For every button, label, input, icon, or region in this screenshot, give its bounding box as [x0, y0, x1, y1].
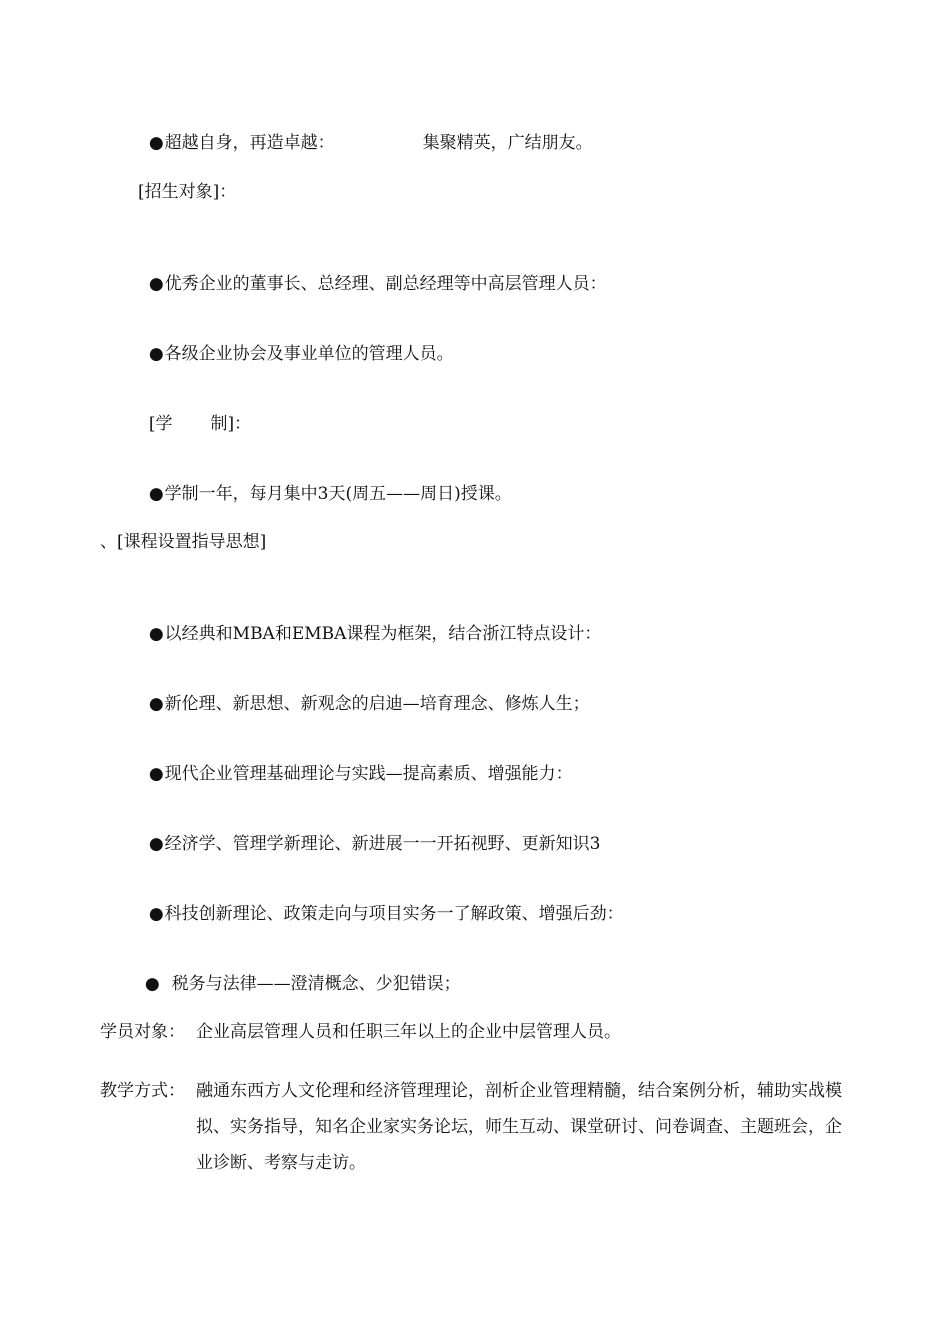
schooling-item: ●学制一年，每月集中3天(周五——周日)授课。 [148, 484, 512, 504]
bullet-icon: ● [148, 764, 164, 784]
bullet-icon: ● [148, 904, 164, 924]
curriculum-item: ●新伦理、新思想、新观念的启迪—培育理念、修炼人生； [148, 694, 590, 714]
motto-left: 超越自身，再造卓越： [164, 133, 335, 153]
curriculum-item: ●经济学、管理学新理论、新进展一一开拓视野、更新知识3 [148, 834, 601, 854]
curriculum-item: ● 税务与法律——澄清概念、少犯错误； [144, 974, 461, 994]
bullet-icon: ● [148, 624, 164, 644]
bullet-icon: ● [144, 974, 160, 994]
teaching-text: 融通东西方人文伦理和经济管理理论，剖析企业管理精髓，结合案例分析，辅助实战模拟、实务指导，知名企业家实务论坛，师生互动、课堂研讨、问卷调查、主题班会，企业诊断、考察与走访。 [196, 1081, 842, 1173]
curriculum-item: ●现代企业管理基础理论与实践—提高素质、增强能力： [148, 764, 573, 784]
schooling-heading: [学 制]： [148, 414, 252, 434]
students-text: 企业高层管理人员和任职三年以上的企业中层管理人员。 [196, 1022, 621, 1042]
motto-line [138, 110, 593, 154]
bullet-icon: ● [148, 484, 164, 504]
bullet-icon: ● [148, 694, 164, 714]
bullet-icon: ● [148, 133, 164, 153]
teaching-label: 教学方式： [100, 1081, 185, 1101]
bullet-icon: ● [148, 344, 164, 364]
enrollment-item: ●优秀企业的董事长、总经理、副总经理等中高层管理人员： [148, 274, 607, 294]
curriculum-heading: 、[课程设置指导思想] [100, 532, 267, 552]
motto-right: 集聚精英，广结朋友。 [422, 133, 593, 153]
enrollment-item: ●各级企业协会及事业单位的管理人员。 [148, 344, 454, 364]
enrollment-heading: [招生对象]： [138, 182, 237, 202]
bullet-icon: ● [148, 274, 164, 294]
curriculum-item: ●科技创新理论、政策走向与项目实务一了解政策、增强后劲： [148, 904, 624, 924]
bullet-icon: ● [148, 834, 164, 854]
curriculum-item: ●以经典和MBA和EMBA课程为框架，结合浙江特点设计： [148, 624, 602, 644]
students-label: 学员对象： [100, 1022, 185, 1042]
